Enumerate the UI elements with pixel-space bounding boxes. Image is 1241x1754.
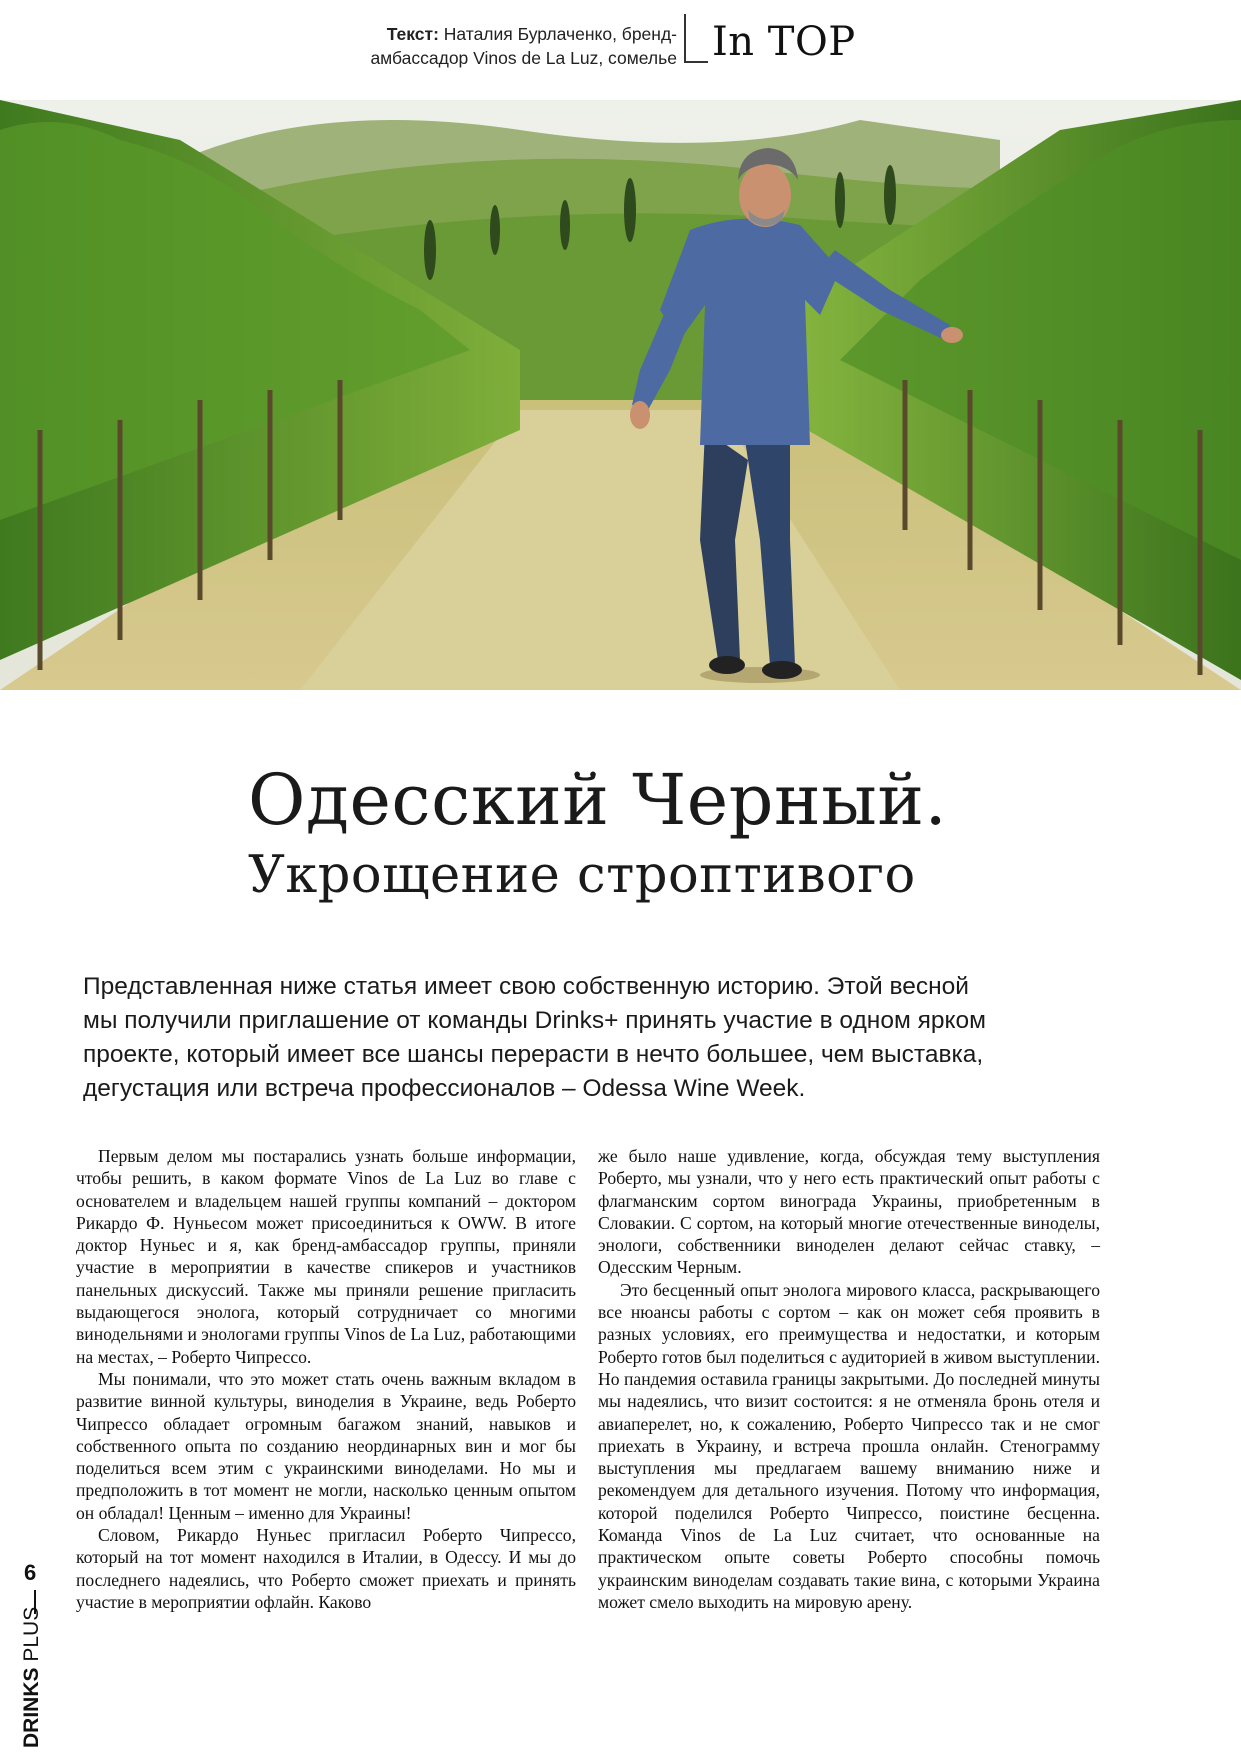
page-folio	[14, 1560, 54, 1750]
body-paragraph: Мы понимали, что это может стать очень важным вкладом в развитие винной культуры, виноделия в Украине, ведь Роберто Чипрессо обладает огромным багажом знаний, навыков и собственного опыта по созданию неординарных вин и мог бы поделиться всем этим с украинскими виноделами. Но мы и предположить в тот момент не могли, насколько ценным опытом он обладал! Ценным – именно для Украины!	[76, 1368, 576, 1523]
hero-photo	[0, 100, 1241, 690]
body-paragraph: Словом, Рикардо Нуньес пригласил Роберто Чипрессо, который на тот момент находился в Италии, в Одессу. И мы до последнего надеялись, что Роберто сможет приехать и принять участие в мероприятии офлайн. Каково	[76, 1525, 576, 1612]
section-divider	[684, 14, 686, 62]
credit-label: Текст:	[386, 24, 439, 44]
credit-line-1: Наталия Бурлаченко, бренд-	[438, 24, 677, 44]
article-subtitle: Укрощение строптивого	[248, 846, 916, 905]
brand-light: PLUS	[20, 1606, 43, 1668]
article-title: Одесский Черный.	[248, 759, 948, 841]
body-paragraph: Первым делом мы постарались узнать больше информации, чтобы решить, в каком формате Vinos de La Luz во главе с основателем и владельцем нашей группы компаний – доктором Рикардо Ф. Нуньесом может присоединиться к OWW. В итоге доктор Нуньес и я, как бренд-амбассадор группы, приняли участие в мероприятии в качестве спикеров и участников панельных дискуссий. Также мы приняли решение пригласить выдающегося энолога, который сотрудничает со многими винодельнями и энологами группы Vinos de La Luz, работающими на местах, – Роберто Чипрессо.	[76, 1146, 576, 1367]
lead-line: проекте, который имеет все шансы перерасти в нечто большее, чем выставка,	[83, 1041, 984, 1068]
credit-line-2: амбассадор Vinos de La Luz, сомелье	[370, 48, 677, 68]
lead-line: Представленная ниже статья имеет свою собственную историю. Этой весной	[83, 973, 969, 1000]
section-label: In TOP	[712, 19, 856, 65]
body-paragraph: Это бесценный опыт энолога мирового класса, раскрывающего все нюансы работы с сортом – как он может себя проявить в разных условиях, его преимущества и недостатки, и которым Роберто готов был поделиться с аудиторией в живом выступлении. Но пандемия оставила границы закрытыми. До последней минуты мы надеялись, что визит состоится: я не отменяла бронь отеля и авиаперелет, но, к сожалению, Роберто Чипрессо так и не смог приехать в Украину, и встреча прошла онлайн. Стенограмму выступления мы предлагаем вашему вниманию ниже и рекомендуем для детального изучения. Потому что информация, которой поделился Роберто Чипрессо, поистине бесценна. Команда Vinos de La Luz считает, что основанные на практическом опыте советы Роберто способны помочь украинским виноделам создавать такие вина, с которыми Украина может смело выходить на мировую арену.	[598, 1279, 1100, 1612]
body-paragraph: же было наше удивление, когда, обсуждая тему выступления Роберто, мы узнали, что у него есть практический опыт работы с флагманским сортом винограда Украины, приобретенным в Словакии. С сортом, на который многие отечественные виноделы, энологи, собственники виноделен делают сейчас ставку, – Одесским Черным.	[598, 1146, 1100, 1278]
body-column-left	[76, 1145, 576, 1613]
page-number: 6	[24, 1560, 37, 1585]
vineyard-photo	[0, 100, 1241, 690]
author-credit	[300, 22, 677, 70]
lead-line: мы получили приглашение от команды Drinks+ принять участие в одном ярком	[83, 1007, 986, 1034]
magazine-brand	[20, 1607, 44, 1748]
body-column-right	[598, 1145, 1100, 1613]
brand-bold: DRINKS	[20, 1667, 43, 1748]
article-lead	[83, 970, 1103, 1106]
lead-line: дегустация или встреча профессионалов – Odessa Wine Week.	[83, 1075, 806, 1102]
section-divider-foot	[684, 61, 708, 63]
